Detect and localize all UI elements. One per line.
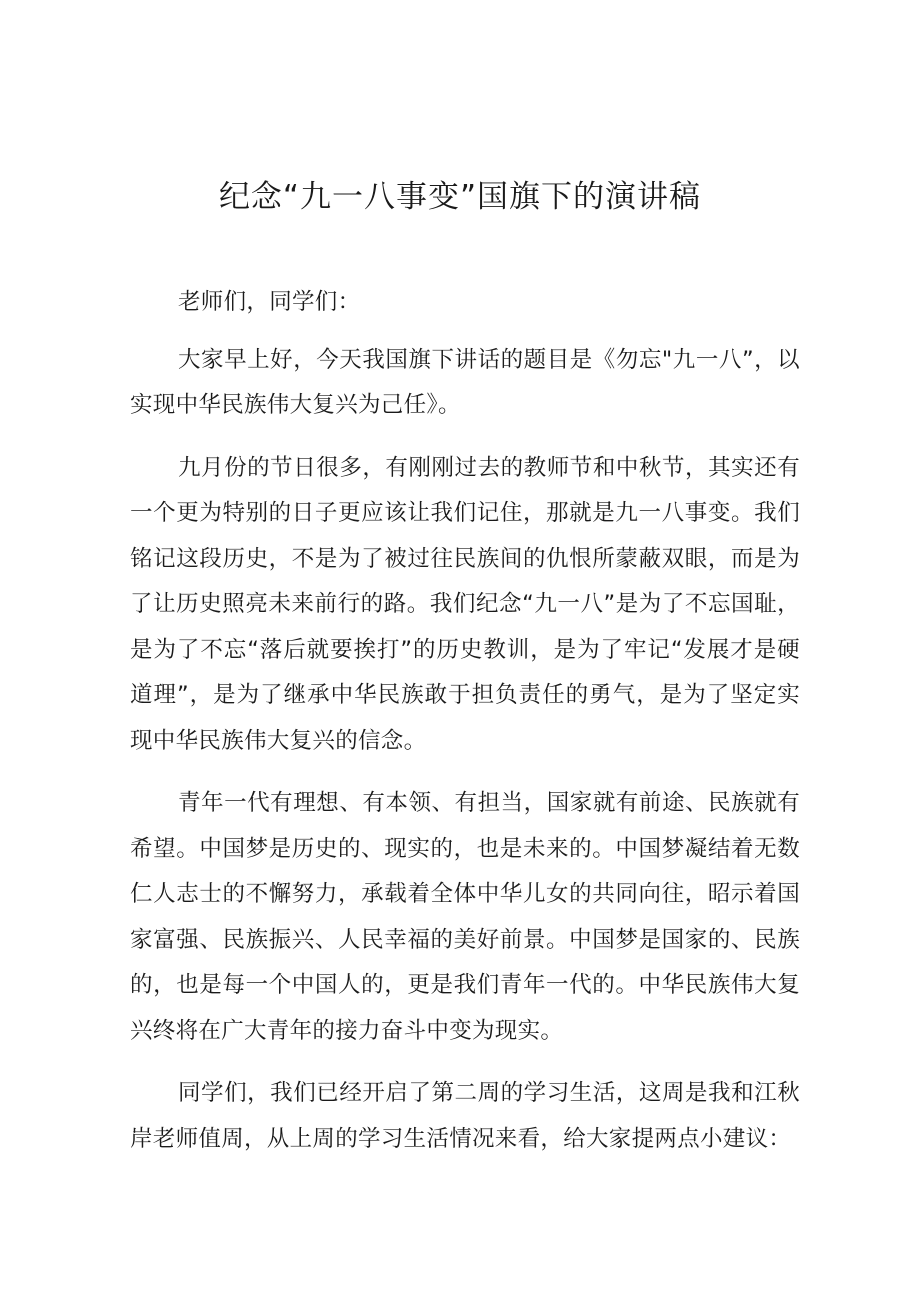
paragraph-suggestions: 同学们，我们已经开启了第二周的学习生活，这周是我和江秋岸老师值周，从上周的学习生活情况来看，给大家提两点小建议： — [130, 1080, 800, 1152]
paragraph-youth: 青年一代有理想、有本领、有担当，国家就有前途、民族就有希望。中国梦是历史的、现实的，也是未来的。中国梦凝结着无数仁人志士的不懈努力，承载着全体中华儿女的共同向往，昭示着国家富强、民族振兴、人民幸福的美好前景。中国梦是国家的、民族的，也是每一个中国人的，更是我们青年一代的。中华民族伟大复兴终将在广大青年的接力奋斗中变为现实。 — [130, 790, 800, 1044]
paragraph-topic: 大家早上好，今天我国旗下讲话的题目是《勿忘"九一八”，以实现中华民族伟大复兴为己任》。 — [130, 346, 800, 418]
paragraph-history: 九月份的节日很多，有刚刚过去的教师节和中秋节，其实还有一个更为特别的日子更应该让我们记住，那就是九一八事变。我们铭记这段历史，不是为了被过往民族间的仇恨所蒙蔽双眼，而是为了让历史照亮未来前行的路。我们纪念“九一八”是为了不忘国耻，是为了不忘“落后就要挨打”的历史教训，是为了牢记“发展才是硬道理”，是为了继承中华民族敢于担负责任的勇气，是为了坚定实现中华民族伟大复兴的信念。 — [130, 454, 800, 754]
document-title: 纪念“九一八事变”国旗下的演讲稿 — [218, 179, 702, 215]
paragraph-greeting: 老师们，同学们： — [178, 289, 361, 315]
document-body — [130, 280, 800, 1179]
